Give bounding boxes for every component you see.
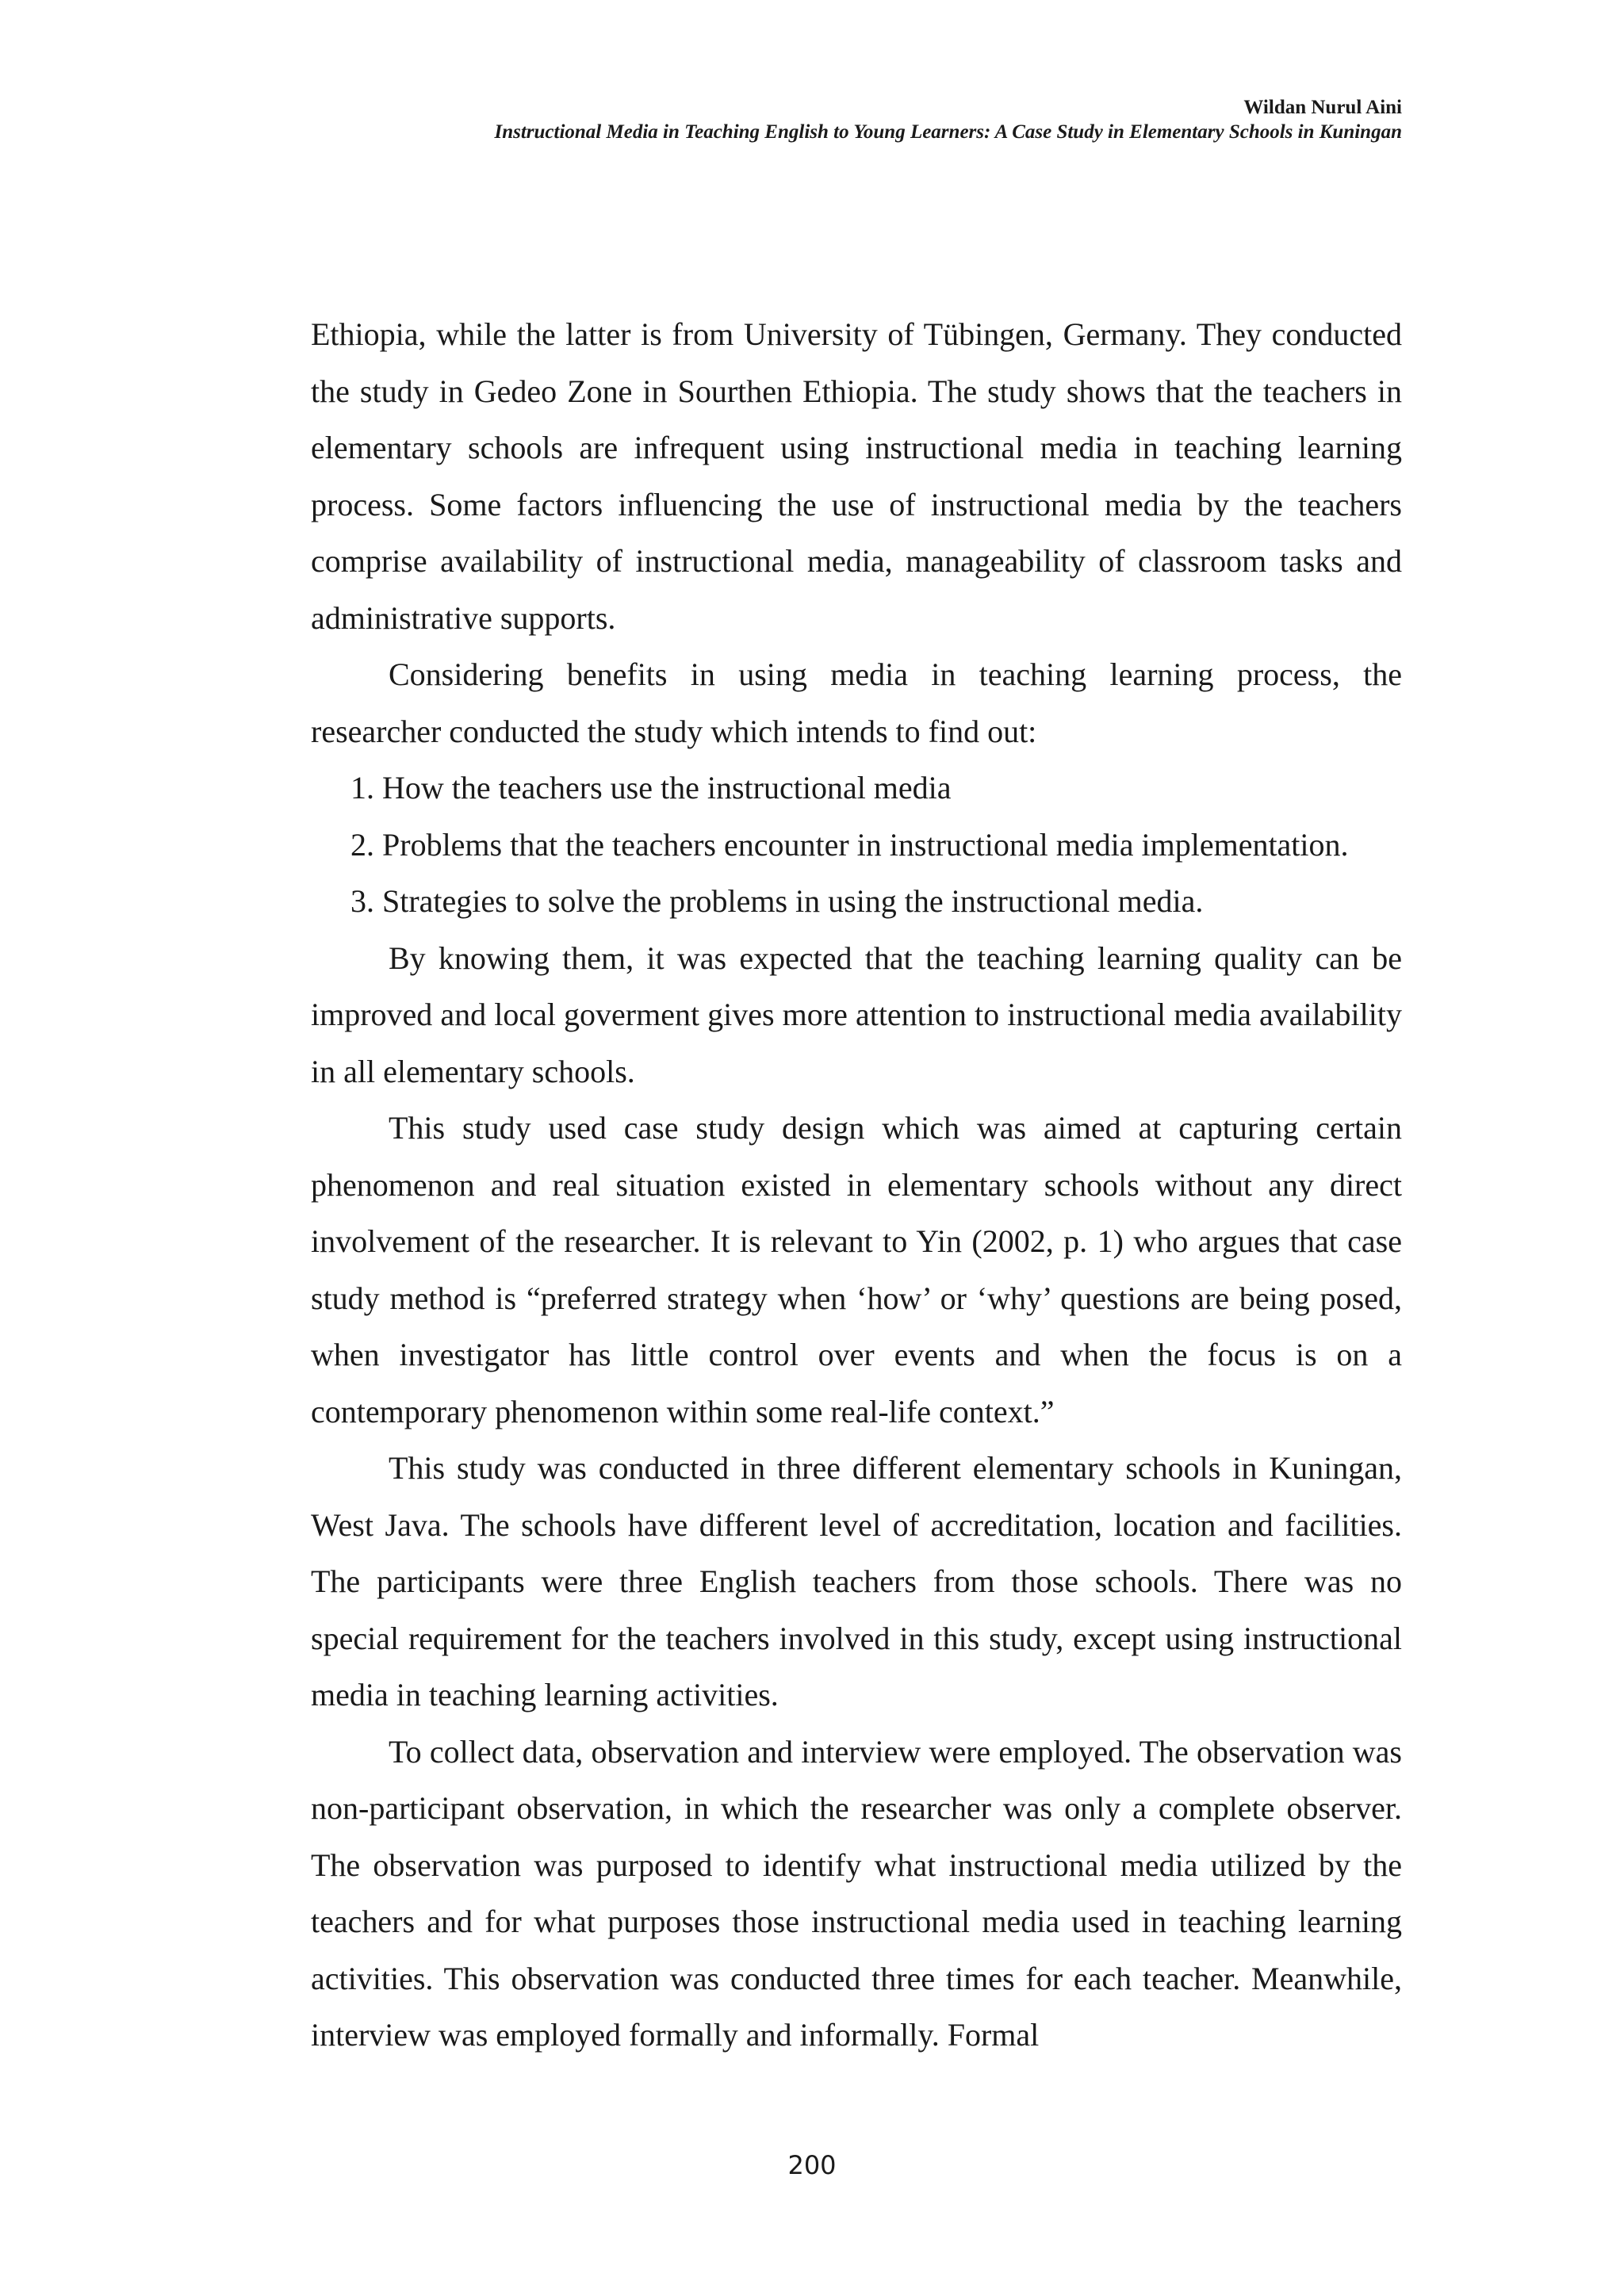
list-item: 1. How the teachers use the instructional media (350, 770, 952, 806)
paragraph-3: By knowing them, it was expected that the teaching learning quality can be improved and local goverment gives more attention to instructional media availability in all elementary schools. (311, 939, 1402, 1089)
list-item: 2. Problems that the teachers encounter in instructional media implementation. (350, 826, 1349, 863)
paragraph-5: This study was conducted in three different elementary schools in Kuningan, West Java. The schools have different level of accreditation, location and facilities. The participants were three English teachers from those schools. There was no special requirement for the teachers involved in this study, except using instructional media in teaching learning activities. (311, 1450, 1402, 1712)
paragraph-1: Ethiopia, while the latter is from University of Tübingen, Germany. They conducted the study in Gedeo Zone in Sourthen Ethiopia. The study shows that the teachers in elementary schools are infrequent using instructional media in teaching learning process. Some factors influencing the use of instructional media by the teachers comprise availability of instructional media, manageability of classroom tasks and administrative supports. (311, 316, 1402, 636)
paragraph-6: To collect data, observation and interview were employed. The observation was non-participant observation, in which the researcher was only a complete observer. The observation was purposed to identify what instructional media utilized by the teachers and for what purposes those instructional media used in teaching learning activities. This observation was conducted three times for each teacher. Meanwhile, interview was employed formally and informally. Formal (311, 1733, 1402, 2053)
header-author: Wildan Nurul Aini (1243, 97, 1402, 118)
list-item: 3. Strategies to solve the problems in using the instructional media. (350, 883, 1204, 919)
paragraph-2: Considering benefits in using media in teaching learning process, the researcher conducted the study which intends to find out: (311, 656, 1402, 749)
header-article-title: Instructional Media in Teaching English to Young Learners: A Case Study in Elementary Schools in Kuningan (494, 121, 1402, 144)
research-questions-list (311, 760, 1402, 930)
running-header (494, 95, 1402, 145)
paragraph-4: This study used case study design which was aimed at capturing certain phenomenon and real situation existed in elementary schools without any direct involvement of the researcher. It is relevant to Yin (2002, p. 1) who argues that case study method is “preferred strategy when ‘how’ or ‘why’ questions are being posed, when investigator has little control over events and when the focus is on a contemporary phenomenon within some real-life context.” (311, 1110, 1402, 1429)
body-text (311, 306, 1402, 2064)
page-number: 200 (787, 2150, 837, 2180)
